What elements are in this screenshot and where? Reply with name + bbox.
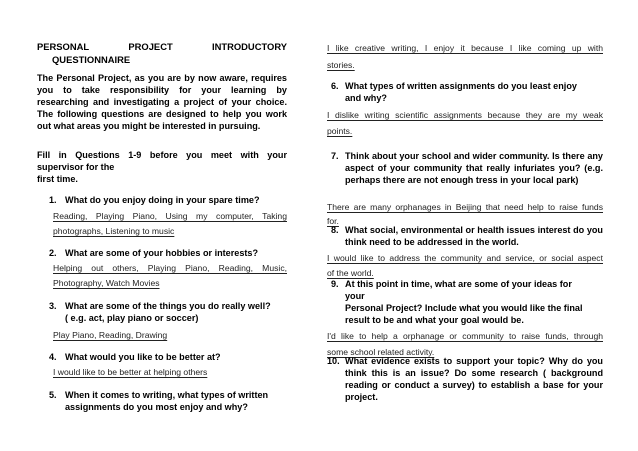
answer-6-line-2: points. [327, 126, 353, 136]
intro-paragraph: The Personal Project, as you are by now aware, requires you to take responsibility for your learning by researching and investigating a project of your choice. The following questions are designed to help you work out what areas you might be interested in pursuing. [37, 73, 287, 132]
question-6-text-line-2: and why? [345, 93, 387, 104]
question-9-text-line-1: At this point in time, what are some of your ideas for [345, 279, 572, 289]
question-10-number: 10. [327, 356, 340, 366]
question-3-text-line-2: ( e.g. act, play piano or soccer) [65, 313, 199, 324]
answer-6-line-1: I dislike writing scientific assignments because they are my weak [327, 110, 603, 120]
question-5 [49, 389, 289, 413]
answer-8-line-1: I would like to address the community and service, or social aspect [327, 253, 603, 263]
title-word-personal: PERSONAL [37, 41, 90, 52]
answer-1-line-1: Reading, Playing Piano, Using my computer, Taking [53, 211, 287, 221]
answer-7-line-2: for. [327, 216, 339, 226]
question-4 [49, 351, 287, 363]
document-title [37, 40, 287, 66]
instruction-paragraph [37, 149, 287, 185]
question-8-number: 8. [331, 225, 339, 235]
instruction-line-3: first time. [37, 174, 78, 185]
answer-8-line-2: of the world. [327, 268, 374, 278]
question-9-text-line-2: your [345, 291, 365, 302]
title-word-project: PROJECT [128, 41, 173, 52]
question-1-number: 1. [49, 195, 57, 205]
question-2-number: 2. [49, 248, 57, 258]
answer-1-line-2: photographs, Listening to music [53, 226, 175, 236]
question-5-text-line-1: When it comes to writing, what types of written [65, 390, 269, 400]
question-3-text-line-1: What are some of the things you do really well? [65, 301, 271, 311]
question-6-text-line-1: What types of written assignments do you least enjoy [345, 81, 577, 91]
question-6-number: 6. [331, 81, 339, 91]
question-3 [49, 300, 291, 324]
question-8-text: What social, environmental or health issues interest do you think need to be addressed in the world. [345, 225, 603, 248]
answer-4-line-1: I would like to be better at helping others [53, 367, 208, 377]
question-10-text: What evidence exists to support your topic? Why do you think this is an issue? Do some research ( background reading or conduct a survey) to establish a base for your project. [345, 356, 603, 403]
question-7-text: Think about your school and wider community. Is there any aspect of your community that really infuriates you? (e.g. perhaps there are not enough tress in your local park) [345, 151, 603, 186]
question-2 [49, 247, 287, 259]
question-3-number: 3. [49, 301, 57, 311]
answer-2-line-1: Helping out others, Playing Piano, Reading, Music, [53, 263, 287, 273]
question-9 [331, 278, 603, 326]
question-7-number: 7. [331, 151, 339, 161]
question-9-text-line-3: Personal Project? Include what you would like the final [345, 303, 583, 314]
instruction-line-2: supervisor for the [37, 162, 115, 173]
question-9-text-line-4: result to be and what your goal would be. [345, 315, 524, 326]
question-4-number: 4. [49, 352, 57, 362]
question-1-text: What do you enjoy doing in your spare time? [65, 195, 260, 205]
question-2-text: What are some of your hobbies or interests? [65, 248, 259, 258]
answer-2-line-2: Photography, Watch Movies [53, 278, 160, 288]
question-4-text: What would you like to be better at? [65, 352, 221, 362]
question-8 [331, 224, 603, 248]
title-word-questionnaire: QUESTIONNAIRE [52, 54, 131, 65]
answer-9-line-2: some school related activity. [327, 347, 435, 357]
question-5-number: 5. [49, 390, 57, 400]
question-5-text-line-2: assignments do you most enjoy and why? [65, 402, 248, 413]
answer-5-line-1: I like creative writing, I enjoy it because I like coming up with [327, 43, 603, 53]
answer-9-line-1: I'd like to help a orphanage or community to raise funds, through [327, 331, 603, 341]
question-10 [327, 355, 603, 403]
question-7 [331, 150, 603, 186]
question-1 [49, 194, 287, 206]
title-word-introductory: INTRODUCTORY [212, 41, 287, 52]
question-6 [331, 80, 603, 104]
answer-7-line-1: There are many orphanages in Beijing that need help to raise funds [327, 202, 603, 212]
instruction-line-1: Fill in Questions 1-9 before you meet with your [37, 150, 287, 160]
question-9-number: 9. [331, 279, 339, 289]
answer-5-line-2: stories. [327, 60, 355, 70]
answer-3-line-1: Play Piano, Reading, Drawing [53, 330, 168, 340]
